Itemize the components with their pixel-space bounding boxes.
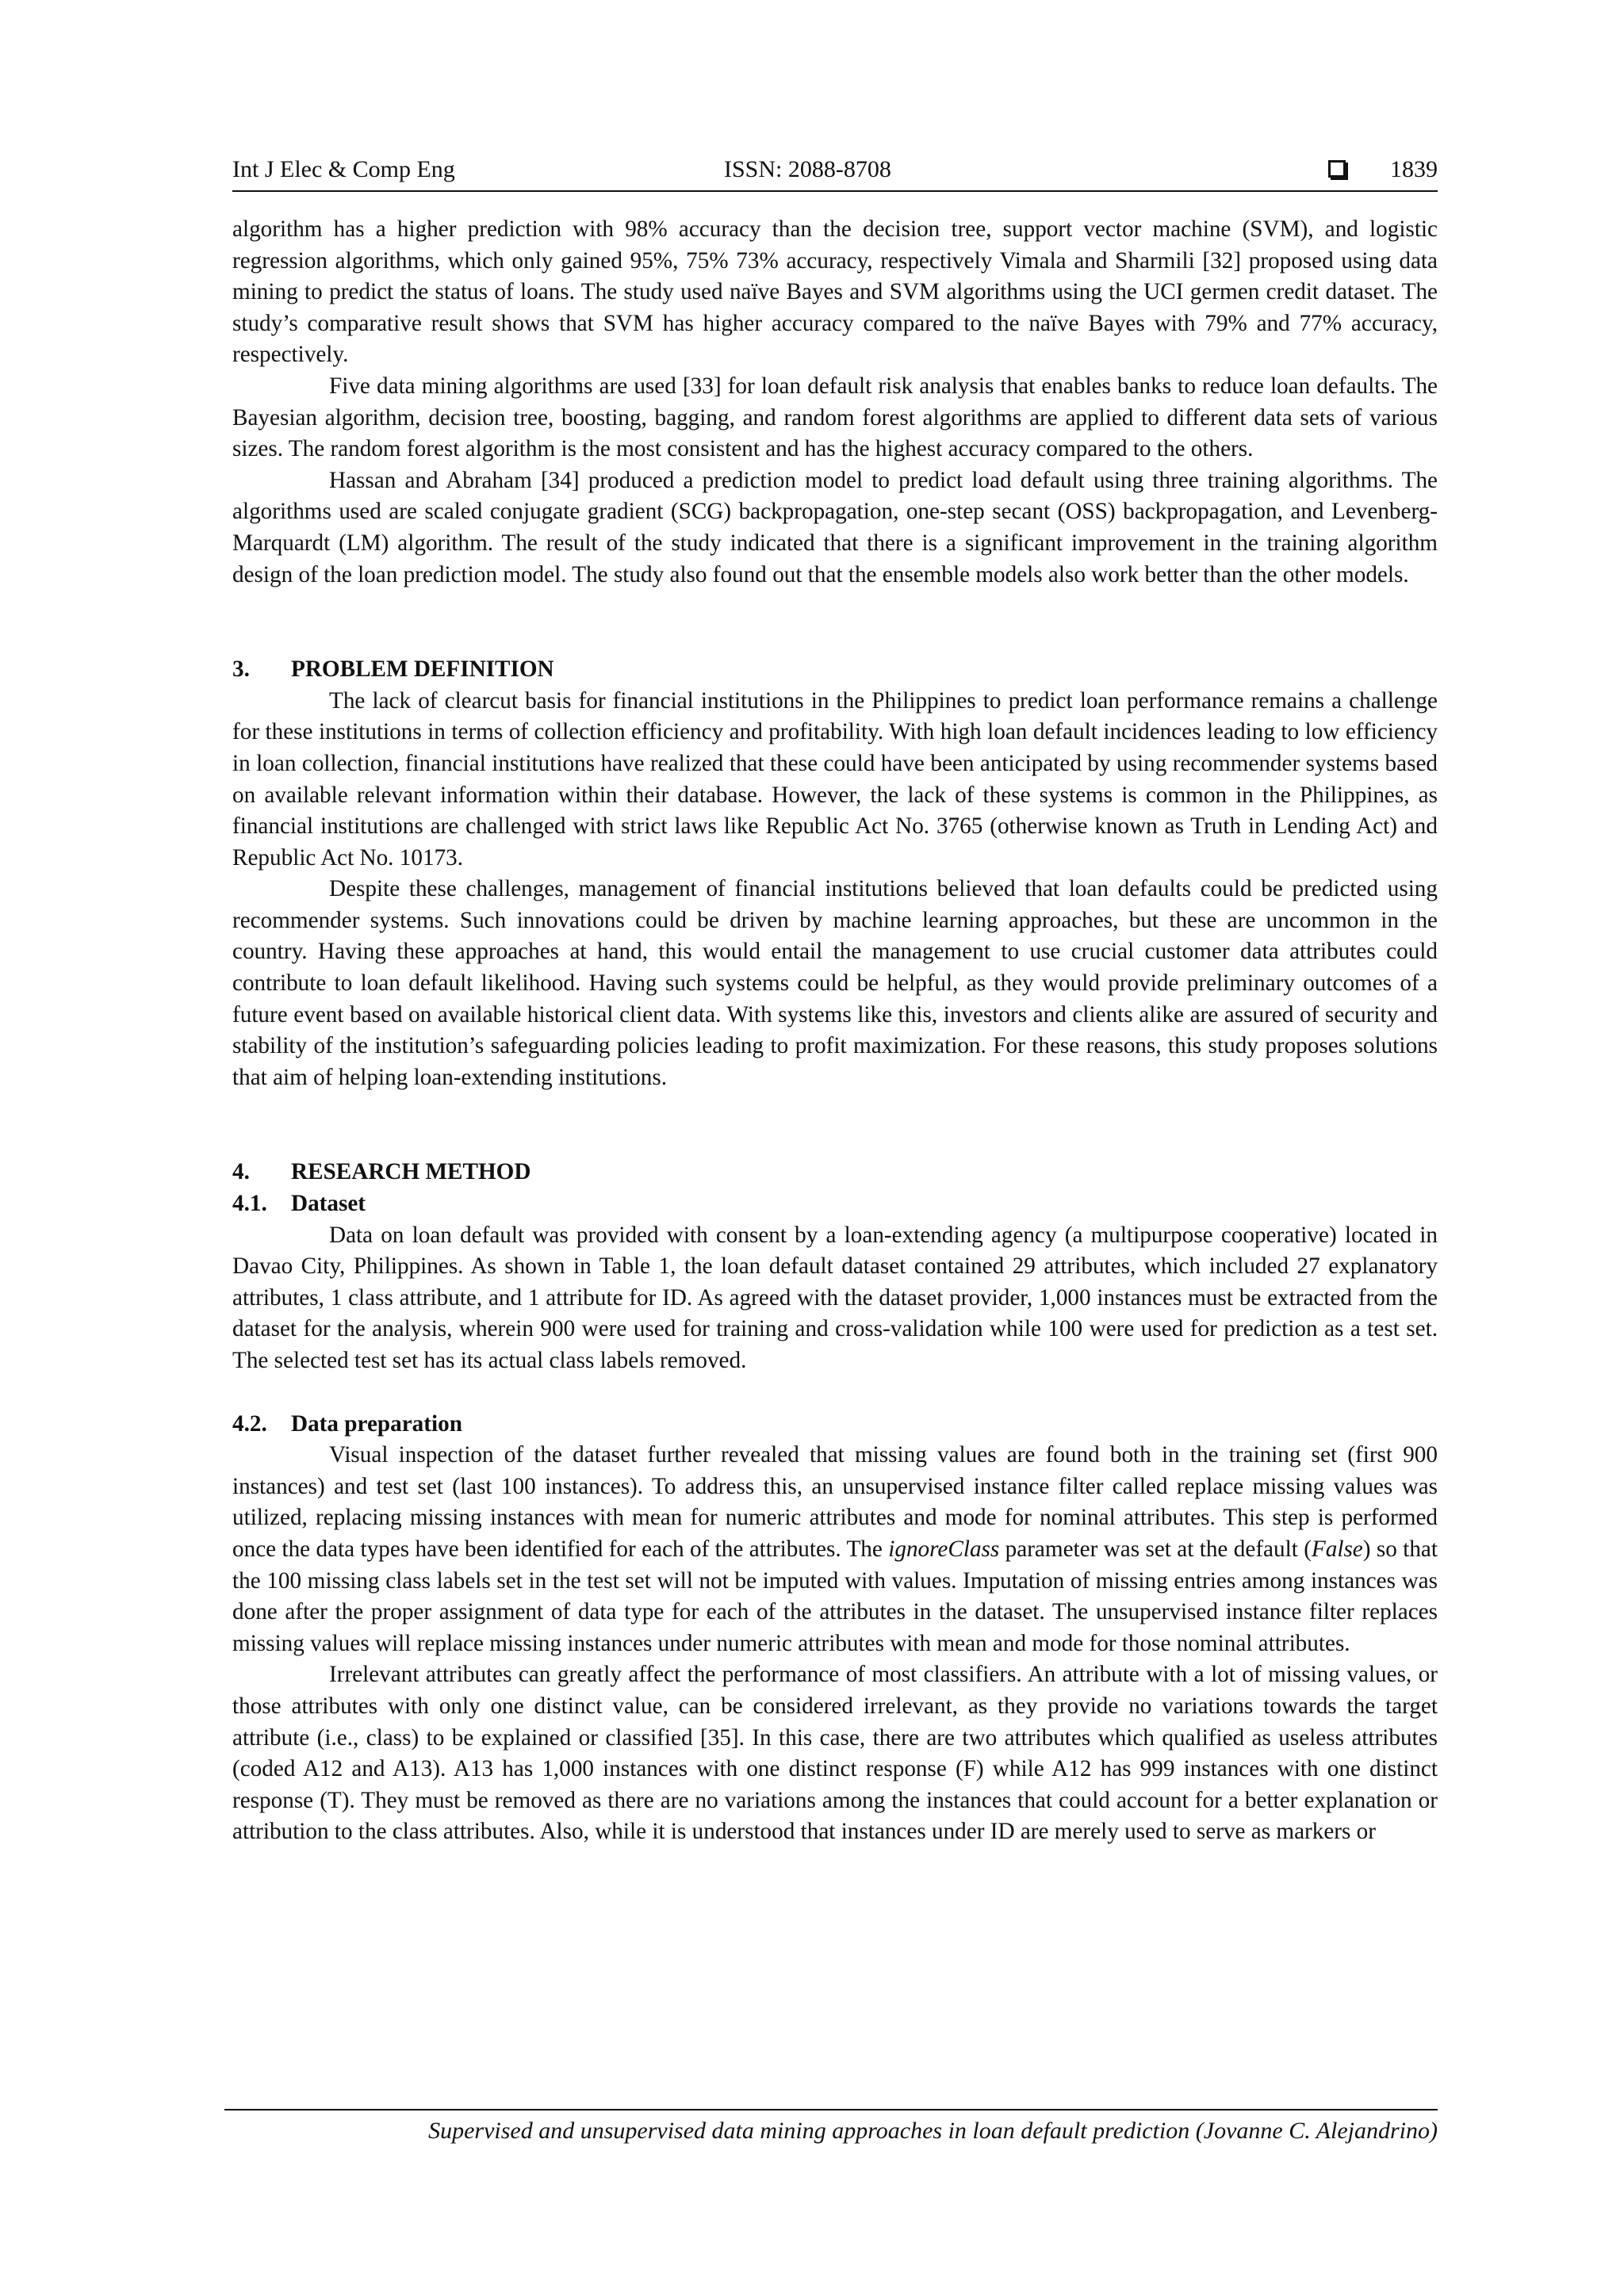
paragraph: Data on loan default was provided with consent by a loan-extending agency (a multipurpose cooperative) located in Davao City, Philippines. As shown in Table 1, the loan default dataset contained 29 attributes, which included 27 explanatory attributes, 1 class attribute, and 1 attribute for ID. As agreed with the dataset provider, 1,000 instances must be extracted from the dataset for the analysis, wherein 900 were used for training and cross-validation while 100 were used for prediction as a test set. The selected test set has its actual class labels removed. (232, 1222, 1438, 1373)
page-number: 1839 (1390, 156, 1438, 182)
text-run: Visual inspection of the dataset further revealed that missing values are found both in the training set (first 900 instances) and test set (last 100 instances). To address this, an unsupervised instance filter called replace missing values was utilized, replacing missing instances with mean for numeric attributes and mode for nominal attributes. This step is performed once the data types have been identified for each of the attributes. The (232, 1442, 1438, 1562)
issn: ISSN: 2088-8708 (724, 156, 891, 182)
subsection-heading-dataset (232, 1188, 1438, 1220)
subsection-heading-data-preparation (232, 1409, 1438, 1441)
paragraph: Five data mining algorithms are used [33] for loan default risk analysis that enables banks to reduce loan defaults. The Bayesian algorithm, decision tree, boosting, bagging, and random forest algorithms are applied to different data sets of various sizes. The random forest algorithm is the most consistent and has the highest accuracy compared to the others. (232, 373, 1438, 462)
paragraph: Despite these challenges, management of financial institutions believed that loan defaults could be predicted using recommender systems. Such innovations could be driven by machine learning approaches, but these are uncommon in the country. Having these approaches at hand, this would entail the management to use crucial customer data attributes could contribute to loan default likelihood. Having such systems could be helpful, as they would provide preliminary outcomes of a future event based on available historical client data. With systems like this, investors and clients alike are assured of security and stability of the institution’s safeguarding policies leading to profit maximization. For these reasons, this study proposes solutions that aim of helping loan-extending institutions. (232, 876, 1438, 1090)
paragraph: Irrelevant attributes can greatly affect the performance of most classifiers. An attribute with a lot of missing values, or those attributes with only one distinct value, can be considered irrelevant, as they provide no variations towards the target attribute (i.e., class) to be explained or classified [35]. In this case, there are two attributes which qualified as useless attributes (coded A12 and A13). A13 has 1,000 instances with one distinct response (F) while A12 has 999 instances with one distinct response (T). They must be removed as there are no variations among the instances that could account for a better explanation or attribution to the class attributes. Also, while it is understood that instances under ID are merely used to serve as markers or (232, 1662, 1438, 1845)
running-footer: Supervised and unsupervised data mining approaches in loan default prediction (Jovanne C. Alejandrino) (428, 2118, 1438, 2144)
running-header (232, 151, 1438, 189)
square-bullet-icon (1328, 160, 1346, 178)
subsection-number: 4.2. (232, 1410, 267, 1437)
header-divider (232, 190, 1438, 192)
subsection-title: Dataset (291, 1191, 366, 1217)
section-number: 4. (232, 1159, 250, 1185)
spacer (232, 591, 1438, 654)
section-title: PROBLEM DEFINITION (291, 656, 554, 683)
text-run: parameter was set at the default ( (999, 1536, 1312, 1562)
text-run: ) so that the 100 missing class labels set in the test set will not be imputed with values. Imputation of missing entries among instances was done after the proper assignment of data type for each of the attributes in the dataset. The unsupervised instance filter replaces missing values will replace missing instances under numeric attributes with mean and mode for those nominal attributes. (232, 1536, 1438, 1656)
body-text (232, 214, 1438, 1848)
parameter-value: False (1311, 1536, 1363, 1562)
paragraph: Hassan and Abraham [34] produced a prediction model to predict load default using three training algorithms. The algorithms used are scaled conjugate gradient (SCG) backpropagation, one-step secant (OSS) backpropagation, and Levenberg-Marquardt (LM) algorithm. The result of the study indicated that there is a significant improvement in the training algorithm design of the loan prediction model. The study also found out that the ensemble models also work better than the other models. (232, 467, 1438, 587)
paragraph (232, 1440, 1438, 1659)
spacer (232, 1093, 1438, 1157)
section-heading-problem-definition (232, 654, 1438, 686)
paragraph: The lack of clearcut basis for financial institutions in the Philippines to predict loan performance remains a challenge for these institutions in terms of collection efficiency and profitability. With high loan default incidences leading to low efficiency in loan collection, financial institutions have realized that these could have been anticipated by using recommender systems based on available relevant information within their database. However, the lack of these systems is common in the Philippines, as financial institutions are challenged with strict laws like Republic Act No. 3765 (otherwise known as Truth in Lending Act) and Republic Act No. 10173. (232, 687, 1438, 871)
parameter-name: ignoreClass (888, 1536, 1000, 1562)
section-number: 3. (232, 656, 250, 683)
section-heading-research-method (232, 1157, 1438, 1188)
journal-name: Int J Elec & Comp Eng (232, 156, 455, 182)
subsection-title: Data preparation (291, 1410, 462, 1437)
footer-divider (224, 2109, 1438, 2110)
paper-page (232, 151, 1438, 1848)
subsection-number: 4.1. (232, 1191, 267, 1217)
paragraph-continued: algorithm has a higher prediction with 98% accuracy than the decision tree, support vector machine (SVM), and logistic regression algorithms, which only gained 95%, 75% 73% accuracy, respectively Vimala and Sharmili [32] proposed using data mining to predict the status of loans. The study used naïve Bayes and SVM algorithms using the UCI germen credit dataset. The study’s comparative result shows that SVM has higher accuracy compared to the naïve Bayes with 79% and 77% accuracy, respectively. (232, 216, 1438, 368)
spacer (232, 1377, 1438, 1409)
section-title: RESEARCH METHOD (291, 1159, 531, 1185)
